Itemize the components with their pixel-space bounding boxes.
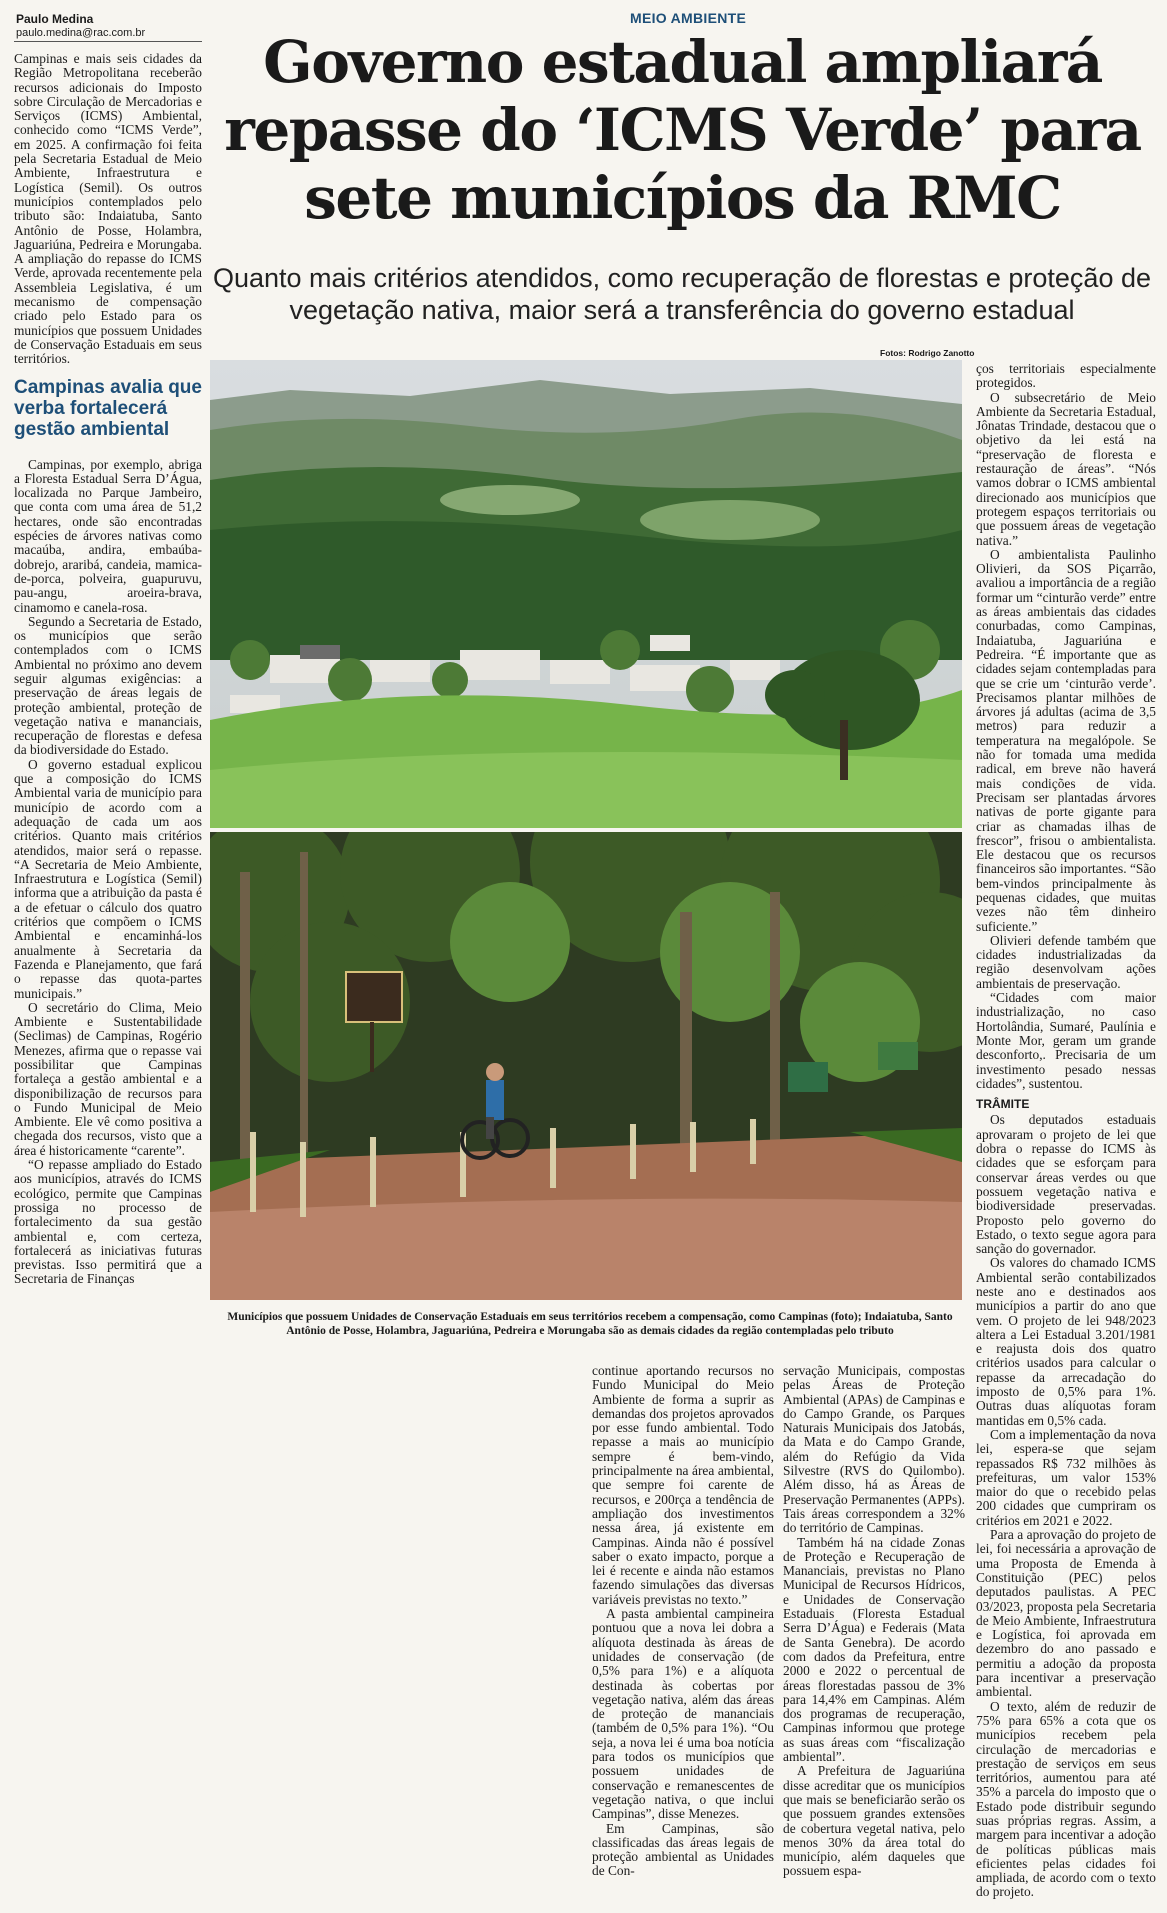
headline-line: sete municípios da RMC: [304, 164, 1061, 232]
paragraph: servação Municipais, compostas pelas Áreas de Proteção Ambiental (APAs) de Campinas e do Campo Grande, os Parques Naturais Municipais dos Jatobás, da Mata e do Campo Grande, além do Refúgio da Vida Silvestre (RVS do Quilombo). Além disso, há as Áreas de Preservação Permanentes (APPs). Tais áreas correspondem a 32% do território de Campinas.: [783, 1363, 965, 1536]
subheadline: Quanto mais critérios atendidos, como recuperação de florestas e proteção de vegetação nativa, maior será a transferência do governo estadual: [212, 263, 1151, 325]
section-subhead: TRÂMITE: [976, 1097, 1030, 1112]
photo-credit: Fotos: Rodrigo Zanotto: [880, 348, 975, 358]
column-4: [976, 362, 1156, 1900]
paragraph: O texto, além de reduzir de 75% para 65% a cota que os municípios recebem pela circulação de mercadorias e prestação de serviços em seus territórios, aumentou para até 35% a parcela do imposto que o Estado pode distribuir segundo suas próprias regras. Assim, a margem para incentivar a adoção de políticas públicas mais eficientes pelas cidades foi ampliada, de acordo com o texto do projeto.: [976, 1698, 1156, 1900]
section-tag: MEIO AMBIENTE: [630, 10, 747, 26]
divider: [14, 41, 202, 42]
paragraph: O ambientalista Paulinho Olivieri, da SOS Piçarrão, avaliou a importância de a região formar um “cinturão verde” entre as áreas ambientais das cidades conurbadas, como Campinas, Indaiatuba, Jaguariúna e Pedreira. “É importante que as cidades sejam contempladas para que se crie um ‘cinturão verde’. Precisamos plantar milhões de árvores já adultas (acima de 3,5 metros) para reduzir a temperatura na megalópole. Se não for tomada uma medida radical, em breve não haverá mais condições de vida. Precisam ser plantadas árvores nativas de porte gigante para criar as chamadas ilhas de frescor”, frisou o ambientalista. Ele destacou que os recursos financeiros são importantes. “São bem-vindos principalmente às pequenas cidades, que muitas vezes não têm dinheiro suficiente.”: [976, 546, 1156, 934]
paragraph: Campinas, por exemplo, abriga a Floresta Estadual Serra D’Água, localizada no Parque Jambeiro, que conta com uma área de 51,2 hectares, onde são encontradas espécies de árvores nativas como macaúba, andira, embaúba-dobrejo, araribá, candeia, mamica-de-porca, polveira, guapuruvu, pau-angu, aroeira-brava, cinamomo e canela-rosa.: [14, 456, 202, 615]
column-2: [592, 1364, 774, 1879]
paragraph: Para a aprovação do projeto de lei, foi necessária a aprovação de uma Proposta de Emenda à Constituição (PEC) pelos deputados paulistas. A PEC 03/2023, proposta pela Secretaria de Meio Ambiente, Infraestrutura e Logística, foi aprovada em dezembro do ano passado e permitiu a adoção da proposta para incentivar a preservação ambiental.: [976, 1527, 1156, 1700]
paragraph: O secretário do Clima, Meio Ambiente e Sustentabilidade (Seclimas) de Campinas, Rogério Menezes, afirma que o repasse vai possibilitar que Campinas fortaleça a gestão ambiental e a disponibilização de recursos para o Fundo Municipal de Meio Ambiente. Ele vê como positiva a chegada dos recursos, visto que a área é historicamente “carente”.: [14, 999, 202, 1158]
headline-line: repasse do ‘ICMS Verde’ para: [224, 96, 1141, 164]
photo-caption: Municípios que possuem Unidades de Conservação Estaduais em seus territórios recebem a compensação, como Campinas (foto); Indaiatuba, Santo Antônio de Posse, Holambra, Jaguariúna, Pedreira e Morungaba são as demais cidades da região contempladas pelo tributo: [227, 1311, 953, 1337]
paragraph: Também há na cidade Zonas de Proteção e Recuperação de Mananciais, previstas no Plano Municipal de Recursos Hídricos, e Unidades de Conservação Estaduais (Floresta Estadual Serra D’Água) e Federais (Mata de Santa Genebra). De acordo com dados da Prefeitura, entre 2000 e 2022 o percentual de áreas florestadas passou de 3% para 14,4% em Campinas. Além dos programas de recuperação, Campinas informou que protege as suas áreas com “fiscalização ambiental”.: [783, 1534, 965, 1765]
byline-name: Paulo Medina: [16, 12, 94, 26]
paragraph: Com a implementação da nova lei, espera-se que sejam repassados R$ 732 milhões às prefeituras, um valor 153% maior do que o recebido pelas 200 cidades que cumpriram os critérios em 2021 e 2022.: [976, 1426, 1156, 1528]
headline-line: Governo estadual ampliará: [263, 28, 1102, 96]
landscape-illustration: [210, 360, 962, 828]
paragraph: Olivieri defende também que cidades industrializadas da região desenvolvam ações ambientais de preservação.: [976, 932, 1156, 991]
column-3: [783, 1364, 965, 1879]
paragraph: Em Campinas, são classificadas das áreas legais de proteção ambiental as Unidades de Con-: [592, 1820, 774, 1879]
paragraph: O subsecretário de Meio Ambiente da Secretaria Estadual, Jônatas Trindade, destacou que o objetivo da lei está na “preservação de floresta e restauração de áreas”. “Nós vamos dobrar o ICMS ambiental direcionado aos municípios que protegem espaços territoriais ou que possuem áreas de vegetação nativa.”: [976, 389, 1156, 548]
forest-illustration: [210, 832, 962, 1300]
paragraph: A Prefeitura de Jaguariúna disse acreditar que os municípios que mais se beneficiarão serão os que possuem grandes extensões de cobertura vegetal nativa, pelo menos 30% da área total do município, além daqueles que possuem espa-: [783, 1763, 965, 1879]
headline: [205, 28, 1160, 232]
byline-email[interactable]: paulo.medina@rac.com.br: [16, 27, 146, 39]
paragraph: Os valores do chamado ICMS Ambiental serão contabilizados neste ano e destinados aos municípios a partir do ano que vem. O projeto de lei 948/2023 altera a Lei Estadual 3.201/1981 e reajusta dois dos quatro critérios usados para calcular o repasse da arrecadação do imposto de 0,5% para 1%. Outras duas alíquotas foram mantidas em 0,5% cada.: [976, 1255, 1156, 1428]
photo-forest-trail: [210, 832, 962, 1300]
photo-landscape: [210, 360, 962, 828]
paragraph: “Cidades com maior industrialização, no caso Hortolândia, Sumaré, Paulínia e Monte Mor, geram um grande desconforto,. Precisaria de um investimento pesado nessas cidades”, sustentou.: [976, 990, 1156, 1091]
paragraph: Os deputados estaduais aprovaram o projeto de lei que dobra o repasse do ICMS às cidades que se esforçam para conservar áreas verdes ou que possuem vegetação nativa e biodiversidade preservadas. Proposto pelo governo do Estado, o texto segue agora para sanção do governador.: [976, 1112, 1156, 1257]
column-1: [14, 52, 202, 1287]
paragraph: A pasta ambiental campineira pontuou que a nova lei dobra a alíquota destinada às áreas de unidades de conservação (de 0,5% para 1%) e a alíquota destinada às cobertas por vegetação nativa, além das áreas de proteção de mananciais (também de 0,5% para 1%). “Ou seja, a nova lei é uma boa notícia para todos os municípios que possuem unidades de conservação e remanescentes de vegetação nativa, o que inclui Campinas”, disse Menezes.: [592, 1606, 774, 1822]
paragraph: “O repasse ampliado do Estado aos municípios, através do ICMS ecológico, permite que Campinas prossiga no processo de fortalecimento da sua gestão ambiental e, com certeza, fortalecerá as iniciativas futuras previstas. Isso permitirá que a Secretaria de Finanças: [14, 1157, 202, 1287]
paragraph: Segundo a Secretaria de Estado, os municípios que serão contemplados com o ICMS Ambiental no próximo ano devem seguir algumas exigências: a preservação de áreas legais de proteção ambiental, proteção de vegetação nativa e mananciais, recuperação de florestas e defesa da biodiversidade do Estado.: [14, 613, 202, 758]
paragraph: Campinas e mais seis cidades da Região Metropolitana receberão recursos adicionais do Imposto sobre Circulação de Mercadorias e Serviços (ICMS) Ambiental, conhecido como “ICMS Verde”, em 2025. A confirmação foi feita pela Secretaria Estadual de Meio Ambiente, Infraestrutura e Logística (Semil). Os outros municípios contemplados pelo tributo são: Indaiatuba, Santo Antônio de Posse, Holambra, Jaguariúna, Pedreira e Morungaba. A ampliação do repasse do ICMS Verde, aprovada recentemente pela Assembleia Legislativa, é um mecanismo de compensação criado pelo Estado para os municípios que possuem Unidades de Conservação Estaduais em seus territórios.: [14, 51, 202, 367]
section-subhead: Campinas avalia que verba fortalecerá gestão ambiental: [14, 376, 202, 440]
paragraph: O governo estadual explicou que a composição do ICMS Ambiental varia de município para município de acordo com a adequação de cada um aos critérios. Quanto mais critérios atendidos, maior será o repasse. “A Secretaria de Meio Ambiente, Infraestrutura e Logística (Semil) informa que a atribuição da pasta é a de efetuar o cálculo dos quatro critérios que compõem o ICMS Ambiental e encaminhá-los anualmente à Secretaria da Fazenda e Planejamento, que fará o repasse das quota-partes municipais.”: [14, 756, 202, 1001]
paragraph: continue aportando recursos no Fundo Municipal do Meio Ambiente de forma a suprir as demandas dos projetos aprovados por esse fundo ambiental. Todo repasse a mais ao município sempre é bem-vindo, principalmente na área ambiental, que sempre foi carente de recursos, e 200rça a tendência de ampliação dos investimentos nessa área, já existente em Campinas. Ainda não é possível saber o exato impacto, porque a lei é recente e ainda não estamos fazendo simulações das diversas variáveis previstas no texto.”: [592, 1363, 774, 1607]
paragraph: ços territoriais especialmente protegidos.: [976, 361, 1156, 391]
